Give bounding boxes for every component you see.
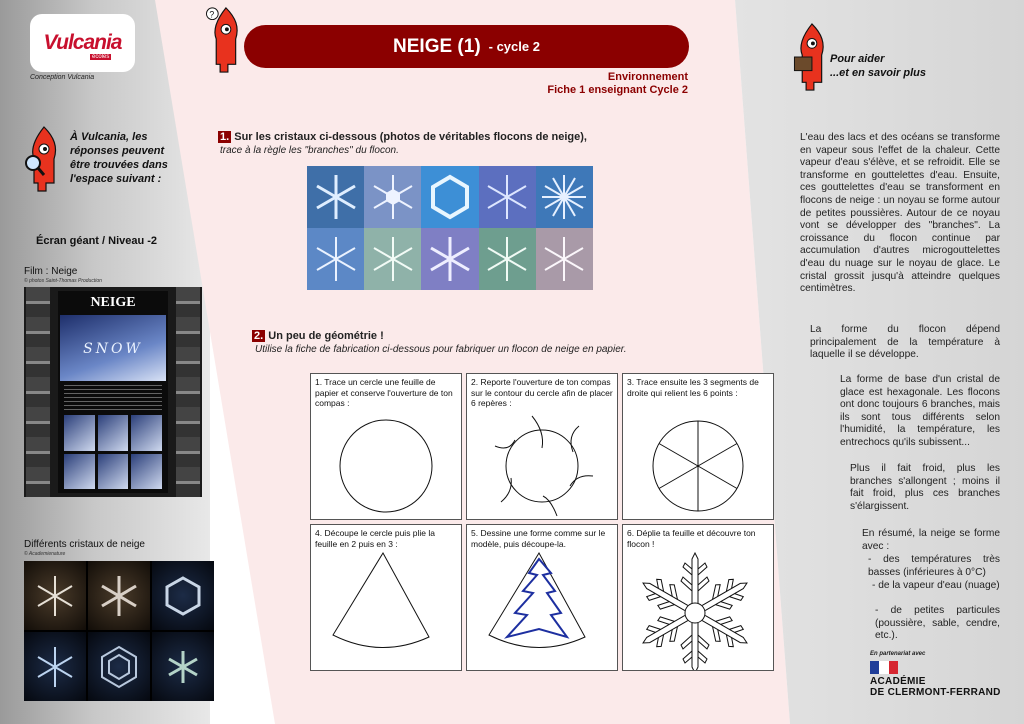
crystals-photo-grid xyxy=(24,561,214,701)
help-heading xyxy=(830,52,926,80)
snowflake-photo xyxy=(307,228,364,290)
film-strip-right xyxy=(176,287,200,497)
snowflake-photo-grid xyxy=(307,166,593,290)
logo-text: Vulcania xyxy=(43,31,122,54)
steps-grid xyxy=(310,373,774,671)
step-4-card xyxy=(310,524,462,671)
page-title: NEIGE (1) xyxy=(393,35,481,57)
snowflake-photo xyxy=(364,228,421,290)
snowflake-photo xyxy=(421,166,478,228)
partner-label: En partenariat avec xyxy=(870,651,926,657)
mascot-question-icon xyxy=(204,4,244,74)
film-credit: © photos Saint-Thomas Production xyxy=(24,278,102,284)
help-line-1: Pour aider xyxy=(830,53,885,65)
snowflake-photo xyxy=(479,166,536,228)
fold-diagram xyxy=(311,525,463,670)
question-2-text: Un peu de géométrie ! xyxy=(268,330,384,342)
snowflake-photo xyxy=(307,166,364,228)
question-2-sub: Utilise la fiche de fabrication ci-dessous pour fabriquer un flocon de neige en papier. xyxy=(255,344,627,355)
poster-body-text xyxy=(64,385,162,411)
step-3-text: 3. Trace ensuite les 3 segments de droite qui relient les 6 points : xyxy=(627,377,759,398)
snowflake-photo xyxy=(536,228,593,290)
crystal-photo xyxy=(24,632,86,701)
snowflake-photo xyxy=(479,228,536,290)
info-bullet-2: - de la vapeur d'eau (nuage) xyxy=(872,580,1000,591)
compass-marks-diagram xyxy=(467,374,619,519)
snowflake-photo xyxy=(536,166,593,228)
step-2-text: 2. Reporte l'ouverture de ton compas sur le contour du cercle afin de placer 6 repères : xyxy=(471,377,613,408)
crystals-credit: © Academienature xyxy=(24,551,66,557)
step-6-card xyxy=(622,524,774,671)
step-2-card xyxy=(466,373,618,520)
question-1 xyxy=(218,131,587,143)
french-flag-icon xyxy=(870,661,898,674)
page-subtitle: - cycle 2 xyxy=(488,39,540,54)
film-strip-left xyxy=(26,287,50,497)
circle-diagram xyxy=(311,374,463,519)
paper-snowflake-diagram xyxy=(623,525,775,670)
info-paragraph-4: Plus il fait froid, plus les branches s'allongent ; moins il fait froid, plus ces branches s'élargissent. xyxy=(850,463,1000,512)
snowflake-photo xyxy=(364,166,421,228)
poster-snow-text: SNOW xyxy=(83,341,143,357)
film-label: Film : Neige xyxy=(24,266,78,277)
crystal-photo xyxy=(88,632,150,701)
crystal-photo xyxy=(152,632,214,701)
step-5-text: 5. Dessine une forme comme sur le modèle, puis découpe-la. xyxy=(471,528,606,549)
mascot-magnifier-icon xyxy=(24,125,64,195)
cut-pattern-diagram xyxy=(467,525,619,670)
info-paragraph-2: La forme du flocon dépend principalement de la température à laquelle il se développe. xyxy=(810,324,1000,361)
title-banner xyxy=(244,25,689,68)
mascot-book-icon xyxy=(790,22,830,92)
step-5-card xyxy=(466,524,618,671)
question-2 xyxy=(252,330,384,342)
academie-line-2: DE CLERMONT-FERRAND xyxy=(870,687,1001,698)
subject-block xyxy=(440,71,688,97)
snowflake-photo xyxy=(421,228,478,290)
logo-sub: écoles xyxy=(92,54,110,60)
academie-logo xyxy=(870,661,1001,698)
academie-line-1: ACADÉMIE xyxy=(870,676,926,687)
poster xyxy=(58,291,168,493)
step-3-card xyxy=(622,373,774,520)
info-bullet-1: - des températures très basses (inférieures à 0°C) xyxy=(868,554,1000,578)
step-4-text: 4. Découpe le cercle puis plie la feuille en 2 puis en 3 : xyxy=(315,528,436,549)
crystal-photo xyxy=(24,561,86,630)
question-2-number: 2. xyxy=(254,330,264,342)
question-1-sub: trace à la règle les "branches" du flocon. xyxy=(220,145,399,156)
question-1-number: 1. xyxy=(220,131,230,143)
film-poster-image xyxy=(24,287,202,497)
poster-title: NEIGE xyxy=(90,295,136,310)
step-1-card xyxy=(310,373,462,520)
info-text: À Vulcania, les réponses peuvent être trouvées dans l'espace suivant : xyxy=(70,131,168,185)
subject-line-2: Fiche 1 enseignant Cycle 2 xyxy=(547,84,688,96)
poster-thumbnails xyxy=(64,415,162,489)
step-6-text: 6. Déplie ta feuille et découvre ton flocon ! xyxy=(627,528,756,549)
question-1-text: Sur les cristaux ci-dessous (photos de véritables flocons de neige), xyxy=(234,131,587,143)
crystal-photo xyxy=(152,561,214,630)
vulcania-logo xyxy=(30,14,135,72)
location-text: Écran géant / Niveau -2 xyxy=(36,235,158,247)
segments-diagram xyxy=(623,374,775,519)
conception-credit: Conception Vulcania xyxy=(30,74,95,81)
svg-text:?: ? xyxy=(209,9,215,20)
subject-line-1: Environnement xyxy=(607,71,688,83)
info-paragraph-3: La forme de base d'un cristal de glace est hexagonale. Les flocons ont donc toujours 6 branches, mais ils sont tous différents selon l'humidité, la température, les entrechocs qu'ils subissent... xyxy=(840,374,1000,448)
info-bullet-3: - de petites particules (poussière, sable, cendre, etc.). xyxy=(875,605,1000,642)
info-paragraph-1: L'eau des lacs et des océans se transforme en vapeur sous l'effet de la chaleur. Cette vapeur d'eau s'élève, et se refroidit. Elle se transforme en gouttelettes d'eau. Ensuite, ces gouttelettes d'eau se transforment en flocons de neige : un noyau se forme autour de petites poussières. Autour de ce noyau vont se développer des "branches". La croissance du flocon continue par accumulation d'autres microgouttelettes d'eau du nuage sur le noyau de glace. Le cristal grossit jusqu'à atteindre quelques centimètres. xyxy=(800,132,1000,295)
help-line-2: ...et en savoir plus xyxy=(830,67,926,79)
crystals-label: Différents cristaux de neige xyxy=(24,539,145,550)
crystal-photo xyxy=(88,561,150,630)
info-paragraph-5: En résumé, la neige se forme avec : xyxy=(862,528,1000,552)
step-1-text: 1. Trace un cercle une feuille de papier et conserve l'ouverture de ton compas : xyxy=(315,377,453,408)
